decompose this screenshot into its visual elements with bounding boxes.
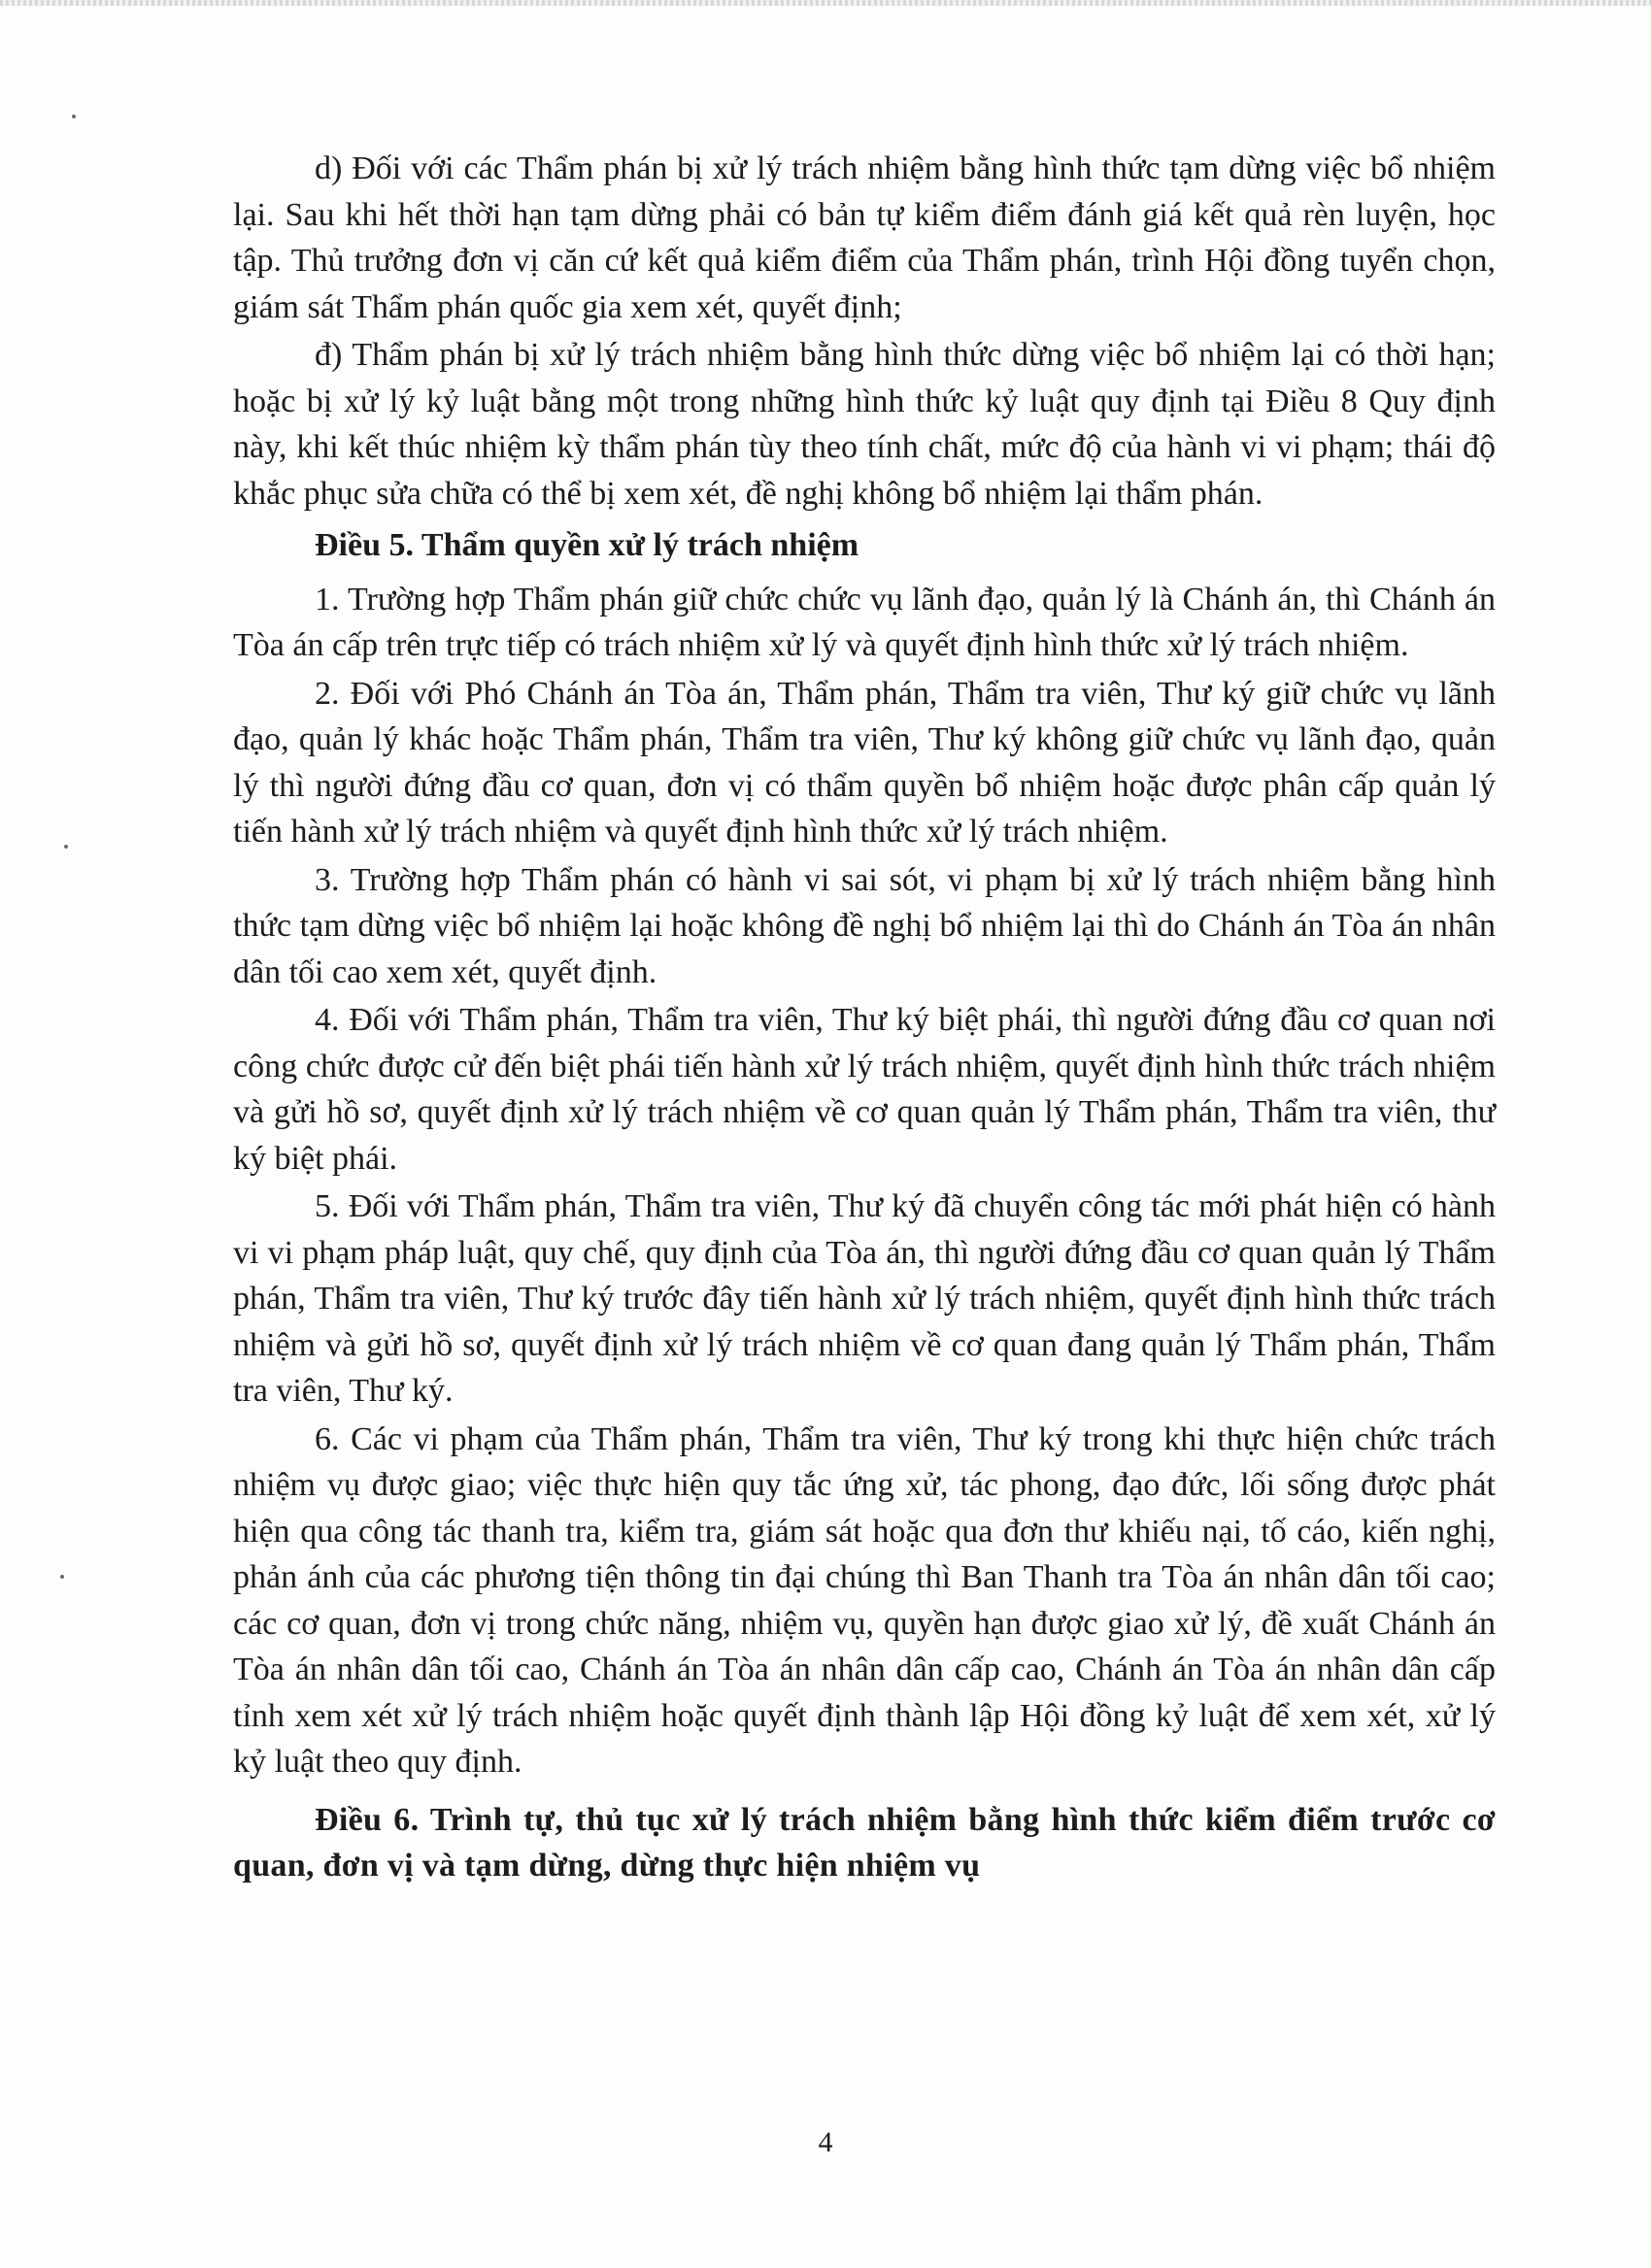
scan-speck <box>64 845 68 849</box>
article-5-heading: Điều 5. Thẩm quyền xử lý trách nhiệm <box>315 527 859 563</box>
article-5-clause-2: 2. Đối với Phó Chánh án Tòa án, Thẩm phán, Thẩm tra viên, Thư ký giữ chức vụ lãnh đạo, quản lý khác hoặc Thẩm phán, Thẩm tra viên, Thư ký không giữ chức vụ lãnh đạo, quản lý thì người đứng đầu cơ quan, đơn vị có thẩm quyền bổ nhiệm hoặc được phân cấp quản lý tiến hành xử lý trách nhiệm và quyết định hình thức xử lý trách nhiệm. <box>233 675 1496 850</box>
page-number: 4 <box>818 2126 833 2158</box>
scan-speck <box>60 1575 64 1579</box>
scan-top-edge <box>0 0 1651 6</box>
article-5-clause-4: 4. Đối với Thẩm phán, Thẩm tra viên, Thư ký biệt phái, thì người đứng đầu cơ quan nơi công chức được cử đến biệt phái tiến hành xử lý trách nhiệm, quyết định hình thức trách nhiệm và gửi hồ sơ, quyết định xử lý trách nhiệm về cơ quan quản lý Thẩm phán, Thẩm tra viên, thư ký biệt phái. <box>233 1002 1496 1177</box>
paragraph-d: d) Đối với các Thẩm phán bị xử lý trách nhiệm bằng hình thức tạm dừng việc bổ nhiệm lại. Sau khi hết thời hạn tạm dừng phải có bản tự kiểm điểm đánh giá kết quả rèn luyện, học tập. Thủ trưởng đơn vị căn cứ kết quả kiểm điểm của Thẩm phán, trình Hội đồng tuyển chọn, giám sát Thẩm phán quốc gia xem xét, quyết định; <box>233 150 1496 325</box>
scan-speck <box>72 115 76 118</box>
article-5-clause-5: 5. Đối với Thẩm phán, Thẩm tra viên, Thư ký đã chuyển công tác mới phát hiện có hành vi vi phạm pháp luật, quy chế, quy định của Tòa án, thì người đứng đầu cơ quan quản lý Thẩm phán, Thẩm tra viên, Thư ký trước đây tiến hành xử lý trách nhiệm, quyết định hình thức trách nhiệm và gửi hồ sơ, quyết định xử lý trách nhiệm về cơ quan đang quản lý Thẩm phán, Thẩm tra viên, Thư ký. <box>233 1188 1496 1409</box>
paragraph-dd: đ) Thẩm phán bị xử lý trách nhiệm bằng hình thức dừng việc bổ nhiệm lại có thời hạn; hoặc bị xử lý kỷ luật bằng một trong những hình thức kỷ luật quy định tại Điều 8 Quy định này, khi kết thúc nhiệm kỳ thẩm phán tùy theo tính chất, mức độ của hành vi vi phạm; thái độ khắc phục sửa chữa có thể bị xem xét, đề nghị không bổ nhiệm lại thẩm phán. <box>233 337 1496 512</box>
article-5-clause-3: 3. Trường hợp Thẩm phán có hành vi sai sót, vi phạm bị xử lý trách nhiệm bằng hình thức tạm dừng việc bổ nhiệm lại hoặc không đề nghị bổ nhiệm lại thì do Chánh án Tòa án nhân dân tối cao xem xét, quyết định. <box>233 861 1496 990</box>
document-body <box>233 146 1496 1897</box>
article-5-clause-6: 6. Các vi phạm của Thẩm phán, Thẩm tra viên, Thư ký trong khi thực hiện chức trách nhiệm vụ được giao; việc thực hiện quy tắc ứng xử, tác phong, đạo đức, lối sống được phát hiện qua công tác thanh tra, kiểm tra, giám sát hoặc qua đơn thư khiếu nại, tố cáo, kiến nghị, phản ánh của các phương tiện thông tin đại chúng thì Ban Thanh tra Tòa án nhân dân tối cao; các cơ quan, đơn vị trong chức năng, nhiệm vụ, quyền hạn được giao xử lý, đề xuất Chánh án Tòa án nhân dân tối cao, Chánh án Tòa án nhân dân cấp cao, Chánh án Tòa án nhân dân cấp tỉnh xem xét xử lý trách nhiệm hoặc quyết định thành lập Hội đồng kỷ luật để xem xét, xử lý kỷ luật theo quy định. <box>233 1420 1496 1780</box>
article-5-clause-1: 1. Trường hợp Thẩm phán giữ chức chức vụ lãnh đạo, quản lý là Chánh án, thì Chánh án Tòa án cấp trên trực tiếp có trách nhiệm xử lý và quyết định hình thức xử lý trách nhiệm. <box>233 581 1496 663</box>
article-6-heading: Điều 6. Trình tự, thủ tục xử lý trách nhiệm bằng hình thức kiểm điểm trước cơ quan, đơn vị và tạm dừng, dừng thực hiện nhiệm vụ <box>233 1801 1496 1884</box>
